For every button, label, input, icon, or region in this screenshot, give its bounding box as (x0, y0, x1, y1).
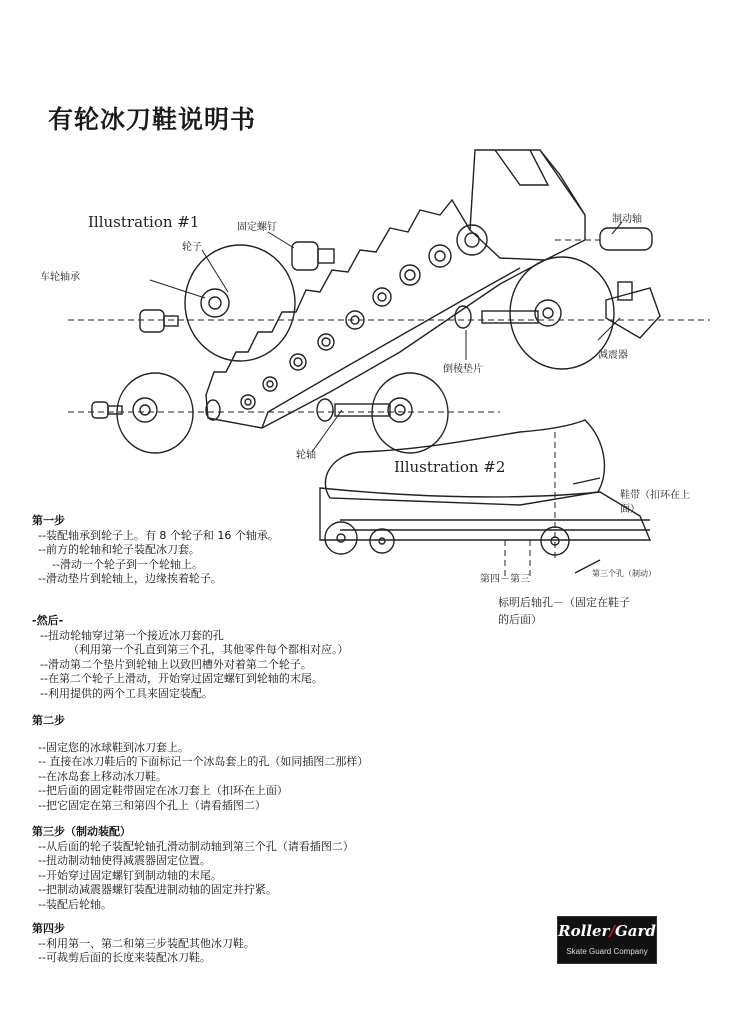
illustration-1-label: Illustration #1 (88, 213, 200, 231)
screws-drawing (92, 228, 660, 421)
blade-holes-drawing (241, 225, 487, 409)
step-4 (32, 922, 255, 966)
label-beveled-spacer: 倒棱垫片 (443, 364, 483, 375)
illustration-2-label: Illustration #2 (394, 458, 506, 476)
label-wheel: 轮子 (182, 242, 202, 253)
label-strap-2: 面） (620, 504, 640, 515)
step-3-line: --把制动减震器螺钉装配进制动轴的固定并拧紧。 (38, 883, 277, 896)
label-brake-shaft: 制动轴 (612, 214, 642, 225)
then-line: --在第二个轮子上滑动，开始穿过固定螺钉到轮轴的末尾。 (40, 672, 323, 685)
label-third-hole: 第三个孔（制动） (592, 569, 656, 578)
logo-brand-b: Gard (614, 922, 656, 940)
then-line: （利用第一个孔直到第三个孔，其他零件每个都相对应。） (68, 643, 349, 656)
label-rear-axle-1: 标明后轴孔－（固定在鞋子 (498, 596, 630, 609)
step-3-line: --从后面的轮子装配轮轴孔滑动制动轴到第三个孔（请看插图二） (38, 839, 354, 853)
step-4-line: --可裁剪后面的长度来装配冰刀鞋。 (38, 951, 211, 964)
step-1-line: --滑动一个轮子到一个轮轴上。 (52, 557, 203, 571)
label-strap-1: 鞋带（扣环在上 (620, 490, 690, 501)
wheels-drawing (117, 245, 614, 453)
label-fourth-third: 第四－第三 (480, 574, 530, 585)
step-2-line: --把它固定在第三和第四个孔上（请看插图二） (38, 798, 266, 812)
logo-wordmark (558, 922, 656, 940)
label-axle: 轮轴 (296, 450, 316, 461)
step-2-line: -- 直接在冰刀鞋后的下面标记一个冰岛套上的孔（如同插图二那样） (38, 755, 369, 768)
step-2 (32, 714, 368, 813)
label-shock-absorber: 减震器 (598, 350, 628, 361)
step-3-heading: 第三步（制动装配） (32, 825, 131, 838)
page-title: 有轮冰刀鞋说明书 (48, 105, 257, 134)
step-4-heading: 第四步 (32, 922, 65, 935)
label-rear-axle-2: 的后面） (498, 613, 542, 626)
logo-slash-icon: / (609, 922, 615, 940)
step-1-line: --前方的轮轴和轮子装配冰刀套。 (38, 543, 200, 556)
then-heading: -然后- (32, 614, 64, 627)
step-2-line: --把后面的固定鞋带固定在冰刀套上（扣环在上面） (38, 784, 288, 797)
label-fixing-screw: 固定螺钉 (237, 222, 277, 233)
label-wheel-bearing: 车轮轴承 (40, 272, 80, 283)
step-2-line: --固定您的冰球鞋到冰刀套上。 (38, 740, 189, 754)
then-line: --利用提供的两个工具来固定装配。 (40, 686, 213, 700)
boot-frame-drawing (320, 420, 650, 573)
then-line: --扭动轮轴穿过第一个接近冰刀套的孔 (40, 628, 224, 642)
step-2-line: --在冰岛套上移动冰刀鞋。 (38, 769, 167, 783)
step-2-heading: 第二步 (32, 714, 65, 727)
step-1 (32, 514, 279, 587)
logo-tagline: Skate Guard Company (566, 947, 648, 956)
step-1-heading: 第一步 (32, 514, 65, 527)
step-then (32, 614, 349, 701)
then-line: --滑动第二个垫片到轮轴上以致凹槽外对着第二个轮子。 (40, 657, 312, 671)
step-1-line: --装配轴承到轮子上。有 8 个轮子和 16 个轴承。 (38, 528, 279, 542)
company-logo (557, 916, 657, 964)
logo-brand-a: Roller (558, 922, 610, 940)
step-3-line: --开始穿过固定螺钉到制动轴的末尾。 (38, 868, 222, 882)
step-3-line: --装配后轮轴。 (38, 897, 112, 911)
step-1-line: --滑动垫片到轮轴上，边缘挨着轮子。 (38, 572, 222, 585)
step-3-line: --扭动制动轴使得减震器固定位置。 (38, 854, 211, 867)
step-3 (32, 825, 354, 912)
step-4-line: --利用第一、第二和第三步装配其他冰刀鞋。 (38, 936, 255, 950)
